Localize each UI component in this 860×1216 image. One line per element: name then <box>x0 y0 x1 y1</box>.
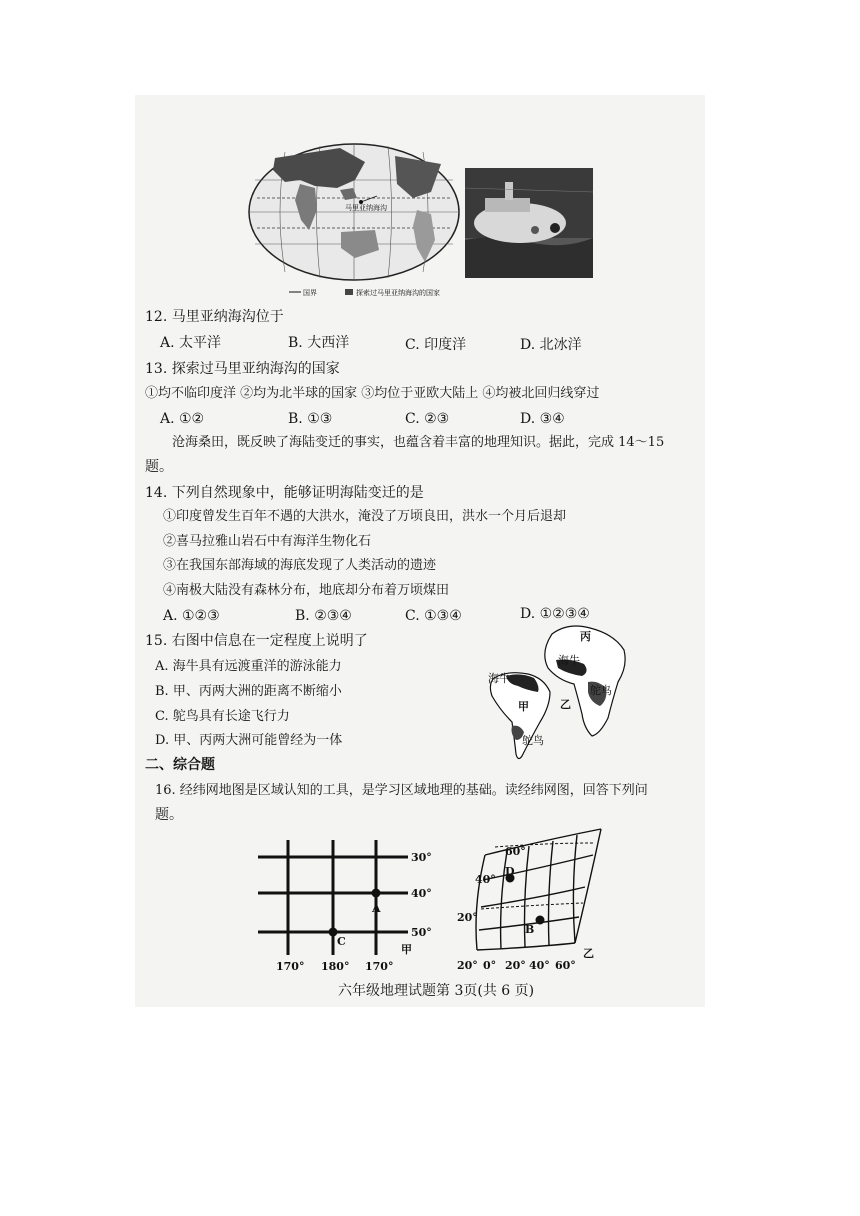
yi-lon-40: 40° <box>529 959 550 972</box>
intro-14-15-line1: 沧海桑田，既反映了海陆变迁的事实，也蕴含着丰富的地理知识。据此，完成 14～15 <box>172 435 665 450</box>
q13-option-c[interactable]: C. ②③ <box>405 411 450 427</box>
q12-stem: 12. 马里亚纳海沟位于 <box>145 309 284 325</box>
jia-lat-50: 50° <box>411 926 432 939</box>
q12-option-b[interactable]: B. 大西洋 <box>288 335 350 351</box>
yi-lat-40: 40° <box>475 873 496 886</box>
q16-line2: 题。 <box>155 807 183 823</box>
label-manatee-africa: 海牛 <box>558 654 580 667</box>
q12-option-a[interactable]: A. 太平洋 <box>160 335 222 351</box>
q15-option-b[interactable]: B. 甲、丙两大洲的距离不断缩小 <box>155 684 342 699</box>
q15-option-c[interactable]: C. 鸵鸟具有长途飞行力 <box>155 709 290 724</box>
yi-lon-20w: 20° <box>457 959 478 972</box>
yi-lon-0: 0° <box>483 959 497 972</box>
q14-option-a[interactable]: A. ①②③ <box>163 608 220 624</box>
continents-figure <box>478 622 648 764</box>
label-manatee-america: 海牛 <box>488 672 510 685</box>
intro-14-15-line2: 题。 <box>145 459 173 475</box>
jia-lat-40: 40° <box>411 887 432 900</box>
q13-option-a[interactable]: A. ①② <box>160 411 205 427</box>
grid-jia-name: 甲 <box>401 943 412 956</box>
q12-option-c[interactable]: C. 印度洋 <box>405 337 467 353</box>
q15-stem: 15. 右图中信息在一定程度上说明了 <box>145 633 368 649</box>
q14-statement-4: ④南极大陆没有森林分布，地底却分布着万顷煤田 <box>163 583 450 598</box>
q12-option-d[interactable]: D. 北冰洋 <box>520 337 582 353</box>
q14-stem: 14. 下列自然现象中，能够证明海陆变迁的是 <box>145 485 424 501</box>
yi-lat-60: 60° <box>505 845 526 858</box>
q14-option-b[interactable]: B. ②③④ <box>295 608 352 624</box>
section-2-title: 二、综合题 <box>145 757 215 773</box>
label-ostrich-america: 鸵鸟 <box>522 734 544 747</box>
q14-option-d[interactable]: D. ①②③④ <box>520 606 590 622</box>
label-yi: 乙 <box>560 698 571 711</box>
point-a: A <box>372 902 381 915</box>
legend-countries: 探索过马里亚纳海沟的国家 <box>356 289 440 297</box>
grid-yi-figure <box>455 825 605 975</box>
legend-boundary: 国界 <box>303 289 317 297</box>
jia-lon-170w: 170° <box>276 960 305 973</box>
q14-statement-3: ③在我国东部海域的海底发现了人类活动的遗迹 <box>163 558 437 573</box>
q13-option-d[interactable]: D. ③④ <box>520 411 565 427</box>
q13-stem: 13. 探索过马里亚纳海沟的国家 <box>145 361 340 377</box>
yi-lat-20: 20° <box>457 911 478 924</box>
q14-option-c[interactable]: C. ①③④ <box>405 608 462 624</box>
point-c: C <box>337 935 346 948</box>
q14-statement-2: ②喜马拉雅山岩石中有海洋生物化石 <box>163 534 372 549</box>
label-jia: 甲 <box>518 700 529 713</box>
label-bing: 丙 <box>580 630 591 643</box>
jia-lon-170e: 170° <box>365 960 394 973</box>
yi-lon-60: 60° <box>555 959 576 972</box>
jia-lat-30: 30° <box>411 851 432 864</box>
jia-lon-180: 180° <box>321 960 350 973</box>
grid-yi-name: 乙 <box>583 947 594 960</box>
world-map-figure <box>245 140 463 300</box>
q15-option-a[interactable]: A. 海牛具有远渡重洋的游泳能力 <box>155 659 342 674</box>
q15-option-d[interactable]: D. 甲、丙两大洲可能曾经为一体 <box>155 733 343 748</box>
page-footer: 六年级地理试题第 3页(共 6 页) <box>338 983 535 999</box>
trench-label: 马里亚纳海沟 <box>345 204 387 212</box>
label-ostrich-africa: 鸵鸟 <box>590 684 612 697</box>
q16-line1: 16. 经纬网地图是区域认知的工具，是学习区域地理的基础。读经纬网图，回答下列问 <box>155 783 648 798</box>
point-d: D <box>505 865 515 878</box>
q13-statements: ①均不临印度洋 ②均为北半球的国家 ③均位于亚欧大陆上 ④均被北回归线穿过 <box>145 386 600 401</box>
point-b: B <box>525 923 535 936</box>
q13-option-b[interactable]: B. ①③ <box>288 411 333 427</box>
submersible-photo <box>465 168 593 278</box>
q14-statement-1: ①印度曾发生百年不遇的大洪水，淹没了万顷良田，洪水一个月后退却 <box>163 509 567 524</box>
grid-jia-figure <box>248 835 448 975</box>
yi-lon-20e: 20° <box>505 959 526 972</box>
